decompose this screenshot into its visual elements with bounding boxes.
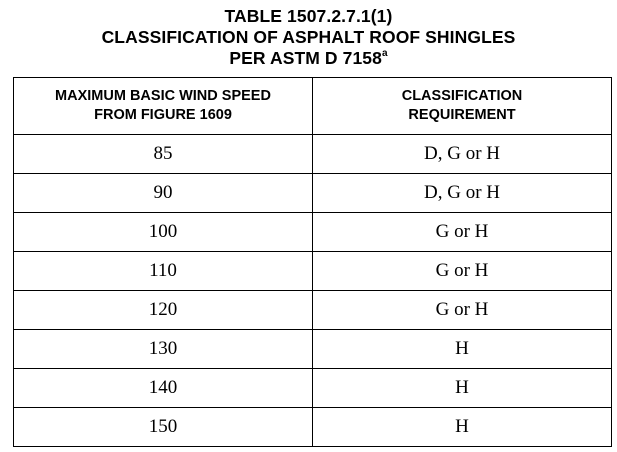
table-row (14, 330, 612, 369)
standard-reference: PER ASTM D 7158 (229, 48, 382, 68)
table-row (14, 135, 612, 174)
wind-speed-cell: 100 (14, 213, 313, 252)
table-row (14, 174, 612, 213)
wind-speed-cell: 150 (14, 408, 313, 447)
table-row (14, 213, 612, 252)
header-classification-line-1: CLASSIFICATION (401, 88, 523, 104)
wind-speed-cell: 140 (14, 369, 313, 408)
header-classification-line-2: REQUIREMENT (408, 107, 516, 123)
table-caption: CLASSIFICATION OF ASPHALT ROOF SHINGLES (101, 27, 516, 47)
table-row (14, 408, 612, 447)
classification-table (13, 77, 612, 447)
classification-cell: H (313, 408, 612, 447)
classification-cell: G or H (313, 252, 612, 291)
wind-speed-cell: 110 (14, 252, 313, 291)
table-row (14, 369, 612, 408)
footnote-marker: a (381, 48, 388, 60)
wind-speed-cell: 120 (14, 291, 313, 330)
classification-cell: G or H (313, 291, 612, 330)
table-row (14, 252, 612, 291)
header-row (14, 78, 612, 135)
table-number: TABLE 1507.2.7.1(1) (224, 6, 393, 26)
wind-speed-cell: 130 (14, 330, 313, 369)
classification-cell: D, G or H (313, 174, 612, 213)
classification-cell: D, G or H (313, 135, 612, 174)
classification-cell: H (313, 369, 612, 408)
table-caption-standard (0, 48, 617, 69)
header-wind-speed (14, 78, 313, 135)
table-title (0, 6, 617, 69)
wind-speed-cell: 85 (14, 135, 313, 174)
classification-cell: G or H (313, 213, 612, 252)
header-wind-speed-line-1: MAXIMUM BASIC WIND SPEED (55, 88, 271, 104)
header-classification (313, 78, 612, 135)
table-row (14, 291, 612, 330)
wind-speed-cell: 90 (14, 174, 313, 213)
header-wind-speed-line-2: FROM FIGURE 1609 (94, 107, 232, 123)
classification-cell: H (313, 330, 612, 369)
